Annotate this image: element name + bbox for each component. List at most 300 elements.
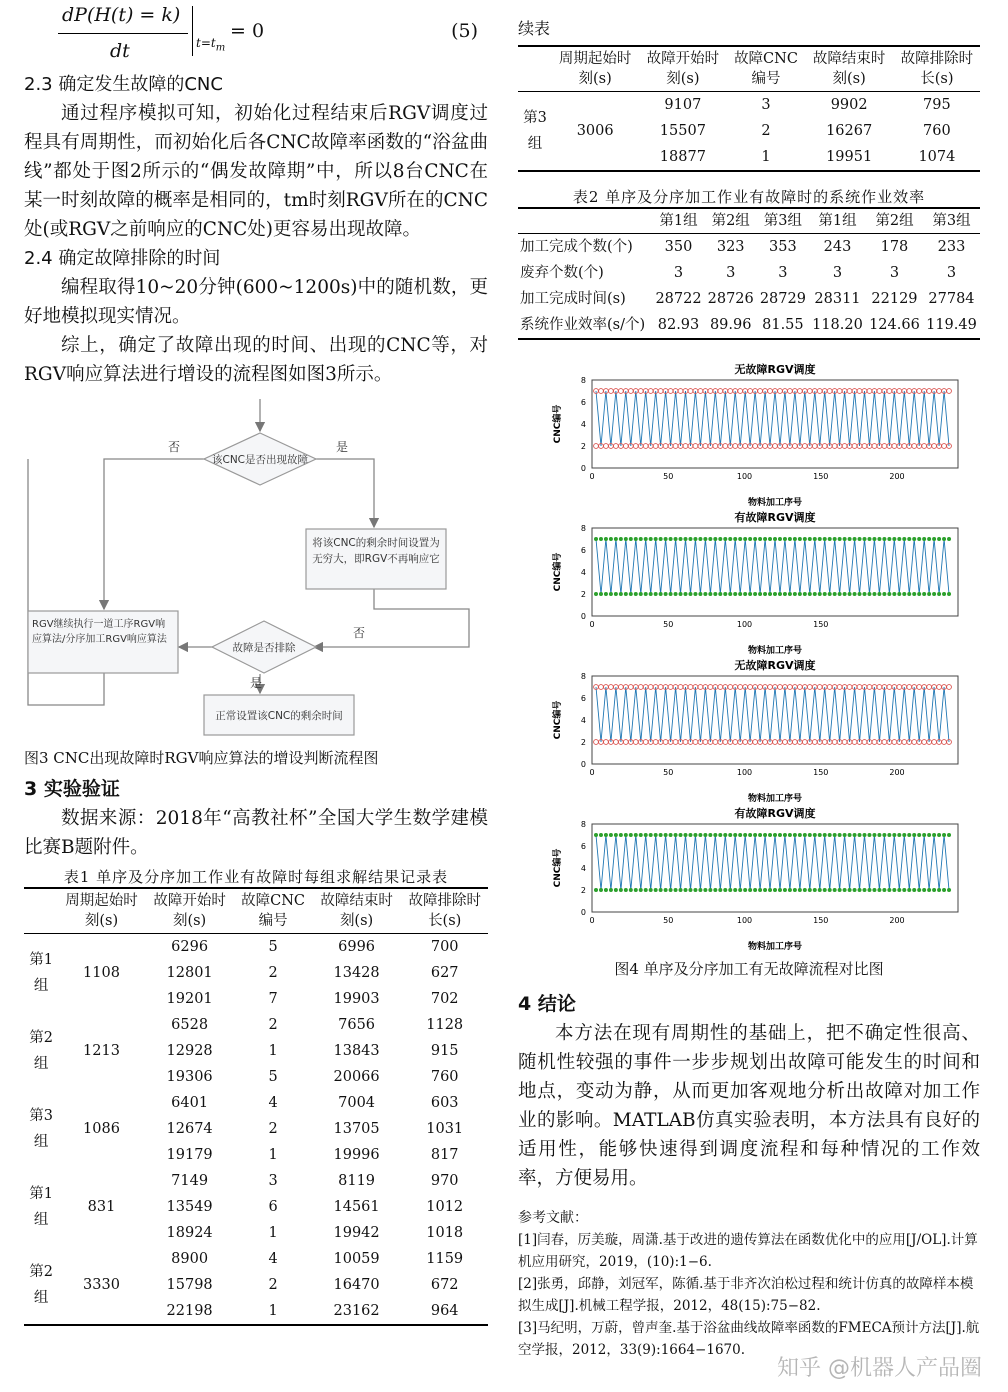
data-point [748,537,752,541]
table-cell: 81.55 [762,317,804,333]
table-cell: 16267 [826,123,873,139]
data-point [753,537,757,541]
data-point [768,888,772,892]
row-label: 系统作业效率(s/个) [520,317,646,333]
table1-caption: 表1 单序及分序加工作业有故障时每组求解结果记录表 [63,868,449,886]
data-point [833,888,837,892]
data-point [912,537,916,541]
flow-decision2-text: 故障是否排除 [232,642,296,654]
data-point [713,592,717,596]
data-point [659,537,663,541]
data-point [872,833,876,837]
data-point [768,592,772,596]
x-tick-label: 50 [663,768,674,777]
left.table1_headers-header-1: 周期起始时刻(s) [65,893,138,929]
data-point [927,833,931,837]
table2 [518,207,980,340]
table-cell: 6401 [171,1095,209,1111]
table-cell: 353 [769,239,797,255]
table-cell: 7656 [338,1017,376,1033]
x-tick-label: 100 [736,472,753,481]
flow-box-continue-text: RGV继续执行一道工序RGV响应算法/分序加工RGV响应算法 [32,619,167,645]
data-point [669,592,673,596]
data-point [693,833,697,837]
data-point [808,833,812,837]
left.table1_headers-header-5: 故障排除时长(s) [408,893,481,929]
table-cell: 15507 [659,123,706,139]
data-point [783,592,787,596]
data-point [743,833,747,837]
data-point [738,537,742,541]
data-point [882,592,886,596]
x-tick-label: 50 [663,472,674,481]
group-start: 3006 [576,123,614,139]
data-point [853,592,857,596]
x-axis-label: 物料加工序号 [747,498,803,508]
data-point [748,833,752,837]
table-cell: 19306 [166,1069,213,1085]
y-tick-label: 8 [580,672,586,681]
table-row [518,92,980,119]
section-2-4-text: 编程取得10~20分钟(600~1200s)中的随机数，更好地模拟现实情况。 [24,277,488,327]
table-cell: 124.66 [869,317,920,333]
table-cell: 13843 [333,1043,380,1059]
group-name: 第2组 [29,1264,53,1306]
y-tick-label: 8 [580,524,586,533]
data-point [927,592,931,596]
section-2-3-text: 通过程序模拟可知，初始化过程结束后RGV调度过程具有周期性，而初始化后各CNC故障率函数的“浴盆曲线”都处于图2所示的“偶发故障期”中，所以8台CNC在某一时刻故障的概率是相同的，tm时刻RGV所在的CNC处(或RGV之前响应的CNC处)更容易出现故障。 [24,103,488,240]
data-point [604,833,608,837]
data-point [634,592,638,596]
data-point [698,592,702,596]
data-point [778,592,782,596]
table-cell: 8900 [171,1251,209,1267]
data-point [594,833,598,837]
table-row [518,260,980,286]
data-point [664,537,668,541]
data-point [922,833,926,837]
data-point [624,833,628,837]
chart-title: 无故障RGV调度 [734,363,816,376]
data-point [723,833,727,837]
references-title: 参考文献： [518,1210,588,1226]
right.table2_headers-header-3: 第3组 [763,213,802,229]
data-point [912,833,916,837]
data-point [753,592,757,596]
data-point [713,833,717,837]
left.table1_headers-header-0 [24,888,58,934]
data-point [773,888,777,892]
table-cell: 672 [430,1277,459,1293]
table-cell: 5 [268,1069,278,1085]
table-row [518,286,980,312]
table-cell: 6 [268,1199,278,1215]
data-point [912,592,916,596]
data-point [768,537,772,541]
data-point [599,537,603,541]
right.table2_headers-header-5: 第2组 [875,213,914,229]
group-name: 第1组 [29,1186,53,1228]
y-axis-label: CNC编号 [553,552,563,592]
table-cell: 89.96 [709,317,752,333]
data-point [922,592,926,596]
y-tick-label: 0 [580,464,586,473]
data-point [858,833,862,837]
x-axis-label: 物料加工序号 [747,794,803,804]
data-point [838,833,842,837]
data-point [808,888,812,892]
data-point [783,888,787,892]
y-tick-label: 0 [580,612,586,621]
data-point [877,592,881,596]
table-cell: 3 [761,97,771,113]
data-point [698,833,702,837]
flow-no2: 否 [352,626,366,640]
eq-subscript: $t=t_m$ [196,36,226,54]
data-point [838,888,842,892]
data-point [659,592,663,596]
data-point [624,537,628,541]
data-point [688,888,692,892]
y-tick-label: 2 [580,590,586,599]
table-cell: 350 [664,239,693,255]
data-point [922,888,926,892]
data-point [778,833,782,837]
data-point [614,537,618,541]
data-point [798,537,802,541]
table-cell: 20066 [333,1069,380,1085]
table-cell: 1 [761,149,771,165]
eq-rhs: = 0 [230,20,265,42]
data-point [669,888,673,892]
data-point [818,592,822,596]
data-point [853,537,857,541]
data-point [877,888,881,892]
data-point [907,592,911,596]
data-point [917,888,921,892]
data-point [942,833,946,837]
data-point [927,888,931,892]
data-point [743,537,747,541]
x-tick-label: 200 [889,916,905,925]
data-point [863,888,867,892]
data-point [843,537,847,541]
data-point [594,888,598,892]
data-point [619,888,623,892]
data-point [664,833,668,837]
table-cell: 7149 [171,1173,209,1189]
data-point [793,537,797,541]
right.table1c_headers-header-3: 故障CNC编号 [734,51,798,87]
data-point [693,592,697,596]
chart-2 [534,656,964,804]
fig3-caption: 图3 CNC出现故障时RGV响应算法的增设判断流程图 [24,749,379,767]
data-point [684,537,688,541]
data-point [897,888,901,892]
data-point [882,537,886,541]
data-point [674,833,678,837]
data-point [892,537,896,541]
data-point [813,888,817,892]
data-point [773,833,777,837]
data-point [872,888,876,892]
x-tick-label: 0 [589,916,595,925]
data-point [798,888,802,892]
data-point [718,833,722,837]
data-point [917,833,921,837]
right.table1c_headers-header-2: 故障开始时刻(s) [646,51,720,87]
table-cell: 6996 [338,939,376,955]
y-tick-label: 6 [580,842,586,851]
data-point [863,537,867,541]
flow-box-infinite-text: 将该CNC的剩余时间设置为无穷大，即RGV不再响应它 [312,537,440,565]
reference-item: [3]马纪明，万蔚，曾声奎.基于浴盆曲线故障率函数的FMECA预计方法[J].航空学报，2012，33(9):1664−1670. [518,1320,980,1358]
y-tick-label: 6 [580,546,586,555]
table-cell: 7 [268,991,278,1007]
data-point [892,833,896,837]
y-tick-label: 2 [580,442,586,451]
table-cell: 1128 [426,1017,464,1033]
table-cell: 22198 [166,1303,213,1319]
row-label: 加工完成时间(s) [520,291,626,307]
data-point [753,888,757,892]
table-cell: 1074 [918,149,956,165]
data-point [882,888,886,892]
data-point [867,537,871,541]
data-point [609,888,613,892]
data-point [609,592,613,596]
table-cell: 18877 [659,149,706,165]
data-point [703,537,707,541]
table-cell: 28726 [707,291,754,307]
table-cell: 3 [673,265,684,281]
data-point [684,592,688,596]
data-point [843,833,847,837]
table2-caption: 表2 单序及分序加工作业有故障时的系统作业效率 [572,188,926,206]
table-cell: 16470 [333,1277,380,1293]
data-point [848,888,852,892]
table-cell: 1 [268,1043,278,1059]
table-cell: 12674 [166,1121,213,1137]
flow-box-reset-text: 正常设置该CNC的剩余时间 [215,710,343,722]
right.table2_headers-header-1: 第1组 [659,213,698,229]
data-point [728,537,732,541]
table-cell: 82.93 [657,317,700,333]
table-cell: 2 [268,1277,278,1293]
table-cell: 3 [726,265,736,281]
data-point [887,592,891,596]
data-point [733,537,737,541]
data-point [897,592,901,596]
table-cell: 3 [268,1173,278,1189]
data-point [664,592,668,596]
table-cell: 119.49 [926,317,977,333]
table-cell: 915 [430,1043,459,1059]
data-point [688,537,692,541]
table-row [24,934,488,961]
data-point [902,592,906,596]
table-cell: 9107 [664,97,702,113]
data-point [778,888,782,892]
equation-5 [24,0,488,70]
data-point [758,592,762,596]
data-point [927,537,931,541]
data-point [703,592,707,596]
data-point [897,833,901,837]
data-point [619,833,623,837]
x-tick-label: 100 [736,916,753,925]
table-cell: 1 [268,1225,278,1241]
data-point [708,888,712,892]
data-point [698,537,702,541]
data-point [619,592,623,596]
table1 [24,887,488,1326]
fig4-charts [518,360,980,952]
data-point [788,537,792,541]
data-point [679,592,683,596]
data-point [639,537,643,541]
table-cell: 233 [937,239,966,255]
data-point [818,537,822,541]
data-point [932,888,936,892]
right.table2_headers-header-2: 第2组 [711,213,750,229]
right.table1c_headers-header-4: 故障结束时刻(s) [812,51,886,87]
table-cell: 970 [430,1173,459,1189]
reference-item: [2]张勇，邱静，刘冠军，陈循.基于非齐次泊松过程和统计仿真的故障样本模拟生成[J].机械工程学报，2012，48(15):75−82. [518,1276,974,1314]
data-point [634,833,638,837]
data-point [654,833,658,837]
table-cell: 28729 [759,291,806,307]
table-cell: 27784 [928,291,975,307]
data-point [783,537,787,541]
data-point [644,592,648,596]
data-point [833,592,837,596]
data-point [693,888,697,892]
data-point [907,833,911,837]
fig4-caption: 图4 单序及分序加工有无故障流程对比图 [614,960,884,978]
data-point [867,888,871,892]
data-point [654,888,658,892]
data-point [763,833,767,837]
table-cell: 19951 [826,149,873,165]
right.table2_headers-header-4: 第1组 [818,213,857,229]
table-cell: 964 [430,1303,459,1319]
y-axis-label: CNC编号 [553,404,563,444]
x-tick-label: 0 [589,472,595,481]
data-point [728,592,732,596]
data-point [907,888,911,892]
table-cell: 1159 [426,1251,464,1267]
data-point [629,592,633,596]
x-tick-label: 100 [736,620,753,629]
group-start: 831 [87,1199,116,1215]
data-point [649,833,653,837]
data-point [778,537,782,541]
row-label: 废弃个数(个) [520,265,604,281]
x-tick-label: 150 [813,620,829,629]
table-row [24,1090,488,1116]
table-cell: 1018 [426,1225,464,1241]
data-point [937,592,941,596]
data-point [937,888,941,892]
x-axis-label: 物料加工序号 [747,646,803,656]
data-point [823,833,827,837]
x-tick-label: 0 [589,620,595,629]
y-tick-label: 4 [580,420,586,429]
data-point [619,537,623,541]
data-point [758,537,762,541]
table-cell: 795 [923,97,951,113]
table-cell: 7004 [338,1095,376,1111]
data-point [848,592,852,596]
data-point [788,888,792,892]
data-point [639,833,643,837]
table-cell: 12801 [166,965,213,981]
data-point [858,537,862,541]
summary-text: 综上，确定了故障出现的时间、出现的CNC等，对RGV响应算法进行增设的流程图如图3所示。 [24,335,488,385]
data-point [649,537,653,541]
data-point [803,833,807,837]
data-point [892,592,896,596]
data-point [813,592,817,596]
data-point [703,833,707,837]
data-point [872,537,876,541]
data-point [937,537,941,541]
data-point [733,592,737,596]
right.table1c_headers-header-0 [518,46,552,92]
table-cell: 700 [430,939,459,955]
data-point [688,592,692,596]
data-point [684,888,688,892]
eq-numerator: dP(H(t) = k) [62,4,181,26]
data-point [887,537,891,541]
data-point [897,537,901,541]
left.table1_headers-header-3: 故障CNC编号 [241,893,306,929]
data-point [713,888,717,892]
data-point [872,592,876,596]
row-label: 加工完成个数(个) [520,239,633,255]
data-point [728,888,732,892]
data-point [818,833,822,837]
table-cell: 28722 [655,291,702,307]
data-point [793,592,797,596]
y-tick-label: 0 [580,908,586,917]
table-row [24,1246,488,1272]
data-point [877,537,881,541]
y-tick-label: 2 [580,738,586,747]
data-point [604,888,608,892]
y-tick-label: 8 [580,820,586,829]
data-point [674,592,678,596]
data-point [937,833,941,837]
data-point [813,833,817,837]
table-cell: 760 [923,123,951,139]
table-cell: 6528 [171,1017,209,1033]
y-axis-label: CNC编号 [553,848,563,888]
data-point [808,537,812,541]
data-point [867,592,871,596]
data-point [828,833,832,837]
table-cell: 15798 [166,1277,213,1293]
data-point [654,592,658,596]
data-point [773,592,777,596]
data-point [758,888,762,892]
section-3-title: 3 实验验证 [24,778,120,800]
chart-3 [534,804,964,952]
data-point [887,888,891,892]
data-point [624,888,628,892]
table-cell: 8119 [338,1173,376,1189]
